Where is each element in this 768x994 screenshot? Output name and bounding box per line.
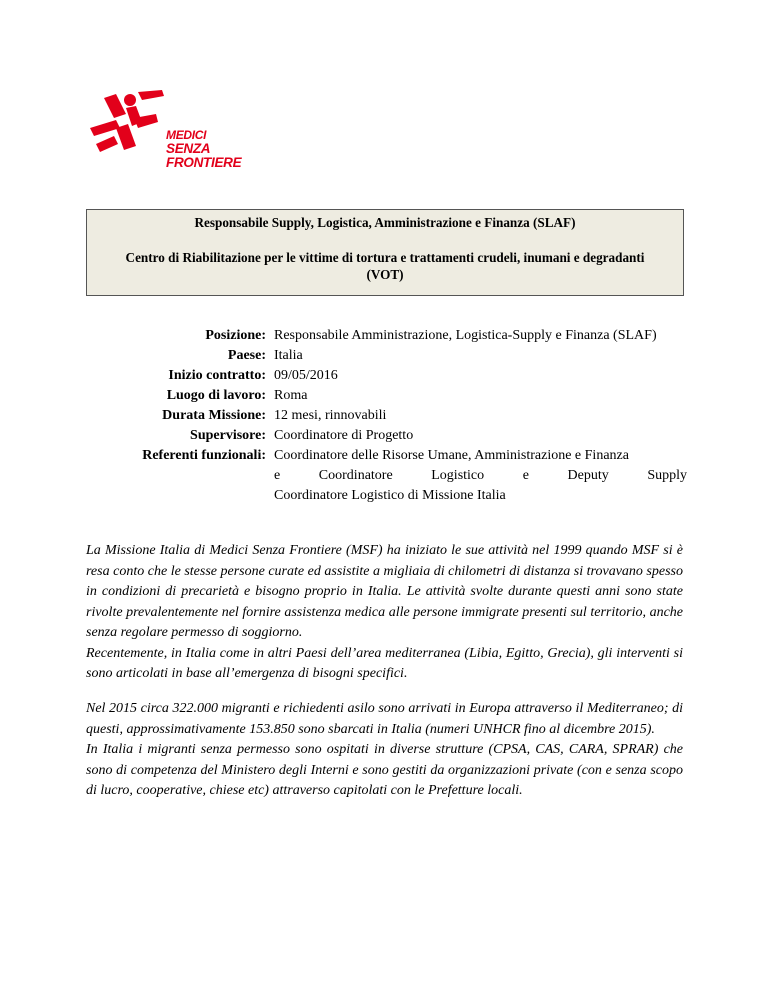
detail-label: Referenti funzionali: (142, 448, 266, 463)
detail-row-referenti (0, 446, 768, 506)
detail-row-paese (0, 346, 768, 366)
paragraph-text: Nel 2015 circa 322.000 migranti e richiedenti asilo sono arrivati in Europa attraverso il Mediterraneo; di questi, approssimativamente 153.850 sono sbarcati in Italia (numeri UNHCR fino al dicembre 2015). (86, 701, 683, 737)
detail-label: Paese: (227, 348, 266, 363)
detail-row-inizio (0, 366, 768, 386)
detail-label: Supervisore: (190, 428, 266, 443)
detail-label: Posizione: (205, 328, 266, 343)
intro-paragraph (86, 541, 683, 685)
msf-logo (86, 88, 276, 170)
paragraph-text: La Missione Italia di Medici Senza Frontiere (MSF) ha iniziato le sue attività nel 1999 quando MSF si è resa conto che le stesse persone curate ed assistite a migliaia di chilometri di distanza si trovavano spesso in condizioni di precarietà e bisogno proprio in Italia. Le attività svolte durante questi anni sono state rivolte prevalentemente nel fornire assistenza medica alle persone immigrate presenti sul territorio, anche senza regolare permesso di soggiorno. (86, 543, 683, 640)
context-paragraph (86, 699, 683, 802)
logo-line2: SENZA FRONTIERE (166, 141, 242, 170)
job-title: Responsabile Supply, Logistica, Amministrazione e Finanza (SLAF) (194, 215, 576, 230)
detail-label: Durata Missione: (162, 408, 266, 423)
detail-value-line: e Coordinatore Logistico e Deputy Supply (274, 468, 687, 483)
detail-value: 12 mesi, rinnovabili (274, 408, 387, 423)
detail-row-luogo (0, 386, 768, 406)
detail-value-line: Coordinatore Logistico di Missione Italia (274, 488, 506, 503)
title-box (86, 209, 684, 296)
logo-line1: MEDICI (166, 128, 207, 142)
detail-value: Responsabile Amministrazione, Logistica-Supply e Finanza (SLAF) (274, 328, 657, 343)
detail-value: Roma (274, 388, 308, 403)
detail-row-durata (0, 406, 768, 426)
detail-row-posizione (0, 326, 768, 346)
running-man-icon (86, 88, 176, 158)
paragraph-text: In Italia i migranti senza permesso sono ospitati in diverse strutture (CPSA, CAS, CARA, SPRAR) che sono di competenza del Ministero degli Interni e sono gestiti da organizzazioni private (con e senza scopo di lucro, cooperative, chiese etc) attraverso capitolati con le Prefetture locali. (86, 742, 683, 798)
job-subtitle: Centro di Riabilitazione per le vittime di tortura e trattamenti crudeli, inumani e degradanti (VOT) (125, 250, 645, 282)
detail-value: Italia (274, 348, 303, 363)
logo-wordmark (166, 128, 276, 170)
detail-value-line: Coordinatore delle Risorse Umane, Amministrazione e Finanza (274, 448, 629, 463)
paragraph-text: Recentemente, in Italia come in altri Paesi dell’area mediterranea (Libia, Egitto, Grecia), gli interventi si sono articolati in base all’emergenza di bisogni specifici. (86, 645, 683, 681)
detail-label: Luogo di lavoro: (166, 388, 266, 403)
detail-row-supervisore (0, 426, 768, 446)
details-list (0, 326, 768, 506)
detail-value: Coordinatore di Progetto (274, 428, 414, 443)
detail-label: Inizio contratto: (168, 368, 266, 383)
detail-value: 09/05/2016 (274, 368, 338, 383)
